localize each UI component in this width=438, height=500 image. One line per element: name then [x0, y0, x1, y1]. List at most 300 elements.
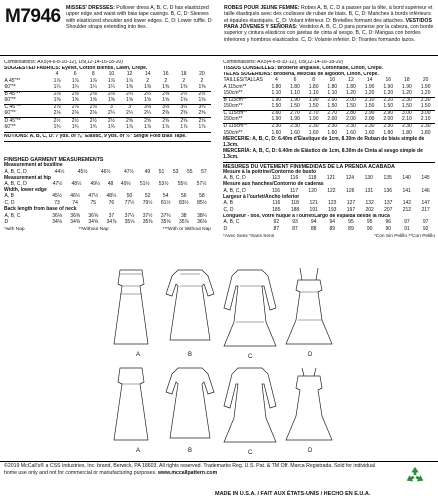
legend-item: *Avec Sens *Sans Sens: [223, 233, 275, 239]
table-cell: 37¾: [160, 212, 171, 219]
table-cell: 1¾: [89, 123, 97, 130]
table-cell: 1.50: [364, 103, 375, 110]
table-cell: 1⅝: [144, 97, 152, 104]
table-cell: 44½: [54, 168, 65, 175]
table-cell: 1¾: [107, 123, 115, 130]
table-cell: 57½: [196, 180, 207, 187]
width-table-metric: [223, 201, 435, 214]
table-cell: 83½: [178, 200, 189, 207]
row-label: 60"**: [4, 123, 16, 130]
table-cell: 2.30: [360, 124, 379, 131]
table-cell: 123: [328, 200, 337, 207]
table-cell: 2: [182, 77, 186, 84]
row-label: D 115cm**: [223, 124, 267, 131]
width-title-fr: Largeur à l'ourlet/Ancho inferior: [223, 193, 300, 200]
table-cell: 3: [102, 105, 120, 112]
legend-item: *with Nap: [4, 227, 25, 233]
table-cell: 197: [346, 206, 356, 213]
table-cell: 2.00: [342, 97, 361, 104]
table-cell: 122: [327, 187, 336, 194]
table-cell: 46½: [70, 193, 81, 200]
table-cell: 2⅛: [71, 110, 79, 117]
table-cell: 81½: [160, 200, 171, 207]
table-cell: 1⅝: [126, 97, 133, 104]
table-cell: 51½: [139, 180, 150, 187]
table-cell: 2.20: [379, 97, 398, 104]
table-cell: 126: [346, 187, 355, 194]
table-cell: 46½: [100, 168, 111, 175]
table-cell: 1.10: [290, 89, 300, 96]
sketch-a-back: [114, 368, 148, 440]
table-cell: 1⅞: [180, 123, 188, 130]
table-cell: 53: [172, 168, 179, 175]
row-label: TAILLES/TALLAS: [223, 77, 263, 84]
row-label: 60"**: [4, 97, 16, 104]
table-cell: 1.80: [308, 83, 319, 90]
table-cell: 1⅝: [71, 97, 79, 104]
sketch-c-front: [224, 270, 276, 346]
table-cell: 92: [273, 219, 280, 226]
left-column: [4, 60, 211, 233]
row-label: A, B, C, D: [223, 175, 246, 182]
sketch-label-d: D: [308, 448, 313, 454]
table-cell: 1⅝: [53, 97, 61, 104]
copyright-text: ©2019 McCall's® a CSS Industries, Inc. brand, Berwick, PA 18603. All rights reserved. Trademarks Reg. U.S. Pat. & TM Off. Marca Registrada. Sold for individual home use only and not for commercial or manufacturing purposes.: [4, 463, 376, 476]
row-label: 60"**: [4, 84, 16, 91]
table-cell: 2.30: [379, 124, 398, 131]
sketch-label-c: C: [248, 450, 253, 456]
table-cell: 2⅜: [198, 110, 206, 117]
sketch-d-front: [286, 268, 332, 344]
table-cell: 48: [107, 180, 114, 187]
table-cell: 2.30: [342, 124, 361, 131]
table-cell: 77½: [124, 200, 135, 207]
sketch-b-back: [166, 368, 214, 438]
table-cell: 3: [120, 105, 138, 112]
table-cell: 1⅜: [144, 84, 152, 91]
table-cell: 1.10: [271, 89, 282, 96]
row-label: 150cm**: [223, 103, 243, 110]
table-cell: 117: [290, 187, 299, 194]
table-cell: 12: [348, 77, 354, 84]
table-cell: 34⅝: [88, 219, 99, 226]
sketch-label-b: B: [188, 448, 193, 454]
table-cell: 1.60: [308, 129, 319, 136]
intro-text-es: Vestidos A, B, C, D para ponerse por la cabeza, con borde superior y cintura elásticos con jaretas de cinta al sesgo. B, C, D: Mangas con bordes inferiores y hombros elasticados. C, D: Volante inferior. D: Tirantes formando lazos.: [224, 24, 434, 43]
row-label: 60"**: [4, 110, 16, 117]
row-label: A, B: [4, 193, 14, 200]
table-cell: 1⅝: [107, 97, 115, 104]
bust-title: Measurement at bustline: [4, 162, 63, 169]
table-cell: 45½: [52, 193, 62, 200]
table-cell: 147: [421, 200, 430, 207]
table-cell: 2.60: [267, 111, 286, 118]
mesures-title: MESURES DU VÊTEMENT FINI/MEDIDAS DE LA PRENDA ACABADA: [223, 163, 395, 170]
table-cell: 35⅜: [142, 219, 153, 226]
table-cell: 2⅛: [89, 110, 97, 117]
table-cell: 91: [404, 225, 410, 232]
table-cell: 191: [309, 206, 318, 213]
table-cell: 55: [186, 168, 193, 175]
table-cell: 12: [126, 71, 133, 78]
row-label: A, B, C: [223, 219, 240, 226]
table-cell: 3¼: [193, 105, 211, 112]
table-cell: 2½: [66, 118, 84, 125]
table-cell: 2⅜: [157, 92, 175, 99]
sketch-b-front: [166, 270, 214, 340]
table-cell: 121: [309, 200, 318, 207]
table-cell: 2½: [48, 118, 66, 125]
recycle-icon: [404, 465, 426, 487]
table-cell: 1¾: [71, 123, 79, 130]
table-cell: 2⅛: [84, 92, 102, 99]
back-length-row: [4, 220, 211, 227]
table-cell: 95: [348, 219, 354, 226]
table-cell: 212: [402, 206, 412, 213]
table-cell: 1.50: [346, 103, 356, 110]
table-cell: 1.50: [402, 103, 412, 110]
table-cell: 1.80: [402, 129, 412, 136]
bust-title-fr: Mesure à la poitrine/Contorno de busto: [223, 168, 317, 175]
table-cell: 1.90: [364, 83, 375, 90]
table-cell: 2½: [102, 118, 120, 125]
table-cell: 48½: [71, 180, 82, 187]
table-cell: 37½: [142, 212, 153, 219]
table-cell: 1.60: [364, 129, 375, 136]
intro-text-fr: Robes A, B, C, D à passer par la tête, à bord supérieur et taille élastiqués avec des coulisses de ruban de biais. B, C, D: Manches à bords inférieurs et épaules élastiqués. C, D: Volant inférieur. D: Bretelles formant des attaches.: [224, 5, 433, 24]
table-cell: 20: [422, 77, 429, 84]
nap-legend-fr: [223, 234, 435, 240]
yardage-table: [4, 72, 211, 131]
table-cell: 193: [328, 206, 337, 213]
table-cell: 8: [91, 71, 95, 78]
table-cell: 2.10: [402, 116, 412, 123]
intro-title-es: VESTIDOS PARA JÓVENES Y SEÑORAS:: [224, 17, 432, 31]
row-label: C 115cm**: [223, 111, 267, 118]
table-cell: 120: [308, 187, 317, 194]
table-cell: 2: [146, 77, 149, 84]
table-cell: 18: [181, 71, 187, 78]
table-cell: 1⅜: [198, 84, 206, 91]
table-cell: 3⅛: [157, 105, 175, 112]
table-cell: 1¼: [53, 84, 61, 91]
width-metric-row: [223, 207, 435, 214]
width-title: Width, lower edge: [4, 187, 47, 194]
row-label: C 45"**: [4, 105, 48, 112]
table-cell: 1⅝: [89, 97, 97, 104]
table-cell: 2½: [175, 92, 193, 99]
table-cell: 74: [72, 200, 78, 207]
table-cell: 56: [181, 193, 187, 200]
table-cell: 1¼: [107, 84, 115, 91]
table-cell: 2⅝: [120, 118, 138, 125]
table-cell: 2.90: [360, 111, 379, 118]
table-cell: 1.80: [346, 83, 356, 90]
table-cell: 1¼: [71, 84, 79, 91]
back-length-table: [4, 213, 211, 226]
table-cell: 93: [292, 219, 298, 226]
table-cell: 2.00: [323, 97, 342, 104]
table-cell: 1.50: [420, 103, 431, 110]
table-cell: 87: [292, 225, 298, 232]
table-cell: 36⅛: [52, 212, 62, 219]
table-cell: 2⅝: [193, 118, 211, 125]
table-cell: 57: [201, 168, 207, 175]
table-cell: 92: [422, 225, 429, 232]
divider: [4, 141, 211, 142]
table-cell: 76: [108, 200, 115, 207]
row-label: A, B, C: [4, 212, 21, 219]
table-cell: 1.80: [290, 83, 300, 90]
table-cell: 121: [326, 175, 336, 182]
table-cell: 1.90: [383, 83, 394, 90]
intro-text: Pullover dress A, B, C, D has elasticized upper edge and waist with bias tape casings. B, C, D: Sleeves with elasticized shoulder and lower edges. C, D: Lower ruffle. D: Shoulder straps extending into ties.: [66, 5, 213, 31]
row-label: 150cm**: [223, 116, 243, 123]
table-cell: 2: [164, 77, 168, 84]
table-cell: 2.30: [398, 97, 417, 104]
table-cell: 2½: [84, 118, 102, 125]
table-cell: 118: [308, 175, 317, 182]
table-cell: 1.20: [420, 89, 431, 96]
table-cell: 35⅛: [124, 219, 135, 226]
table-cell: 16: [385, 77, 392, 84]
table-cell: 136: [383, 187, 393, 194]
table-cell: 2.00: [383, 116, 394, 123]
table-cell: 85½: [197, 200, 207, 207]
table-cell: 1⅞: [198, 123, 206, 130]
table-cell: 116: [290, 175, 299, 182]
table-cell: 6: [293, 77, 297, 84]
back-length-metric-row: [223, 226, 435, 233]
metric-yardage-table: [223, 78, 435, 137]
table-cell: 116: [272, 187, 281, 194]
divider: [0, 461, 438, 462]
table-cell: 14: [144, 71, 151, 78]
intro-title-fr: ROBES POUR JEUNE FEMME:: [224, 5, 300, 11]
table-cell: 113: [272, 175, 281, 182]
table-cell: 89: [329, 225, 336, 232]
combinations: Combinations: AX5(4-6-8-10-12), D5(12-14-16-18-20): [4, 60, 123, 65]
table-cell: 1.80: [383, 129, 394, 136]
table-cell: 1.90: [308, 116, 319, 123]
back-length-title: Back length from base of neck: [4, 206, 77, 213]
table-cell: 131: [364, 187, 374, 194]
divider: [223, 162, 435, 163]
row-label: C, D: [4, 200, 15, 207]
table-cell: 2⅝: [139, 118, 157, 125]
table-cell: 2¼: [144, 110, 152, 117]
table-cell: 1.20: [364, 89, 375, 96]
table-cell: 124: [345, 175, 355, 182]
table-cell: 2⅝: [175, 118, 193, 125]
finished-measurements-title: FINISHED GARMENT MEASUREMENTS: [4, 157, 104, 164]
table-cell: 48½: [106, 193, 117, 200]
table-cell: 49½: [120, 180, 131, 187]
table-cell: 1.90: [271, 116, 282, 123]
table-cell: 1¼: [89, 84, 97, 91]
nap-legend: [4, 227, 211, 233]
sketch-c-back: [224, 368, 276, 442]
sketch-d-back: [286, 368, 332, 440]
table-cell: 79½: [142, 200, 153, 207]
row-label: C, D: [223, 206, 234, 213]
table-cell: 185: [272, 206, 281, 213]
row-label: D: [223, 225, 228, 232]
intro-english: [66, 5, 216, 30]
table-cell: 1⅞: [53, 77, 61, 84]
table-cell: 3.00: [398, 111, 417, 118]
table-cell: 1⅜: [126, 84, 133, 91]
table-cell: 38¼: [197, 212, 207, 219]
table-cell: 217: [421, 206, 430, 213]
table-cell: 1.90: [290, 116, 300, 123]
table-cell: 141: [402, 187, 411, 194]
table-cell: 2⅛: [66, 92, 84, 99]
legend-item: ***With or Without Nap: [162, 227, 211, 233]
sketch-label-a: A: [136, 448, 141, 454]
table-cell: 1.90: [286, 97, 305, 104]
table-cell: 52: [144, 193, 151, 200]
table-cell: 1⅝: [180, 97, 188, 104]
table-cell: 1.50: [327, 103, 338, 110]
table-cell: 1.60: [346, 129, 356, 136]
table-cell: 38: [181, 212, 187, 219]
row-label: A, B, C, D: [223, 187, 246, 194]
table-cell: 36⅝: [88, 212, 99, 219]
table-cell: 2¼: [139, 92, 157, 99]
table-cell: 207: [384, 206, 393, 213]
tissus: TISSUS CONSEILLÉS: Broderie anglaise, Cotonnade, Linon, Crêpe.: [223, 65, 384, 71]
table-cell: 1⅜: [180, 84, 188, 91]
table-cell: 116: [272, 200, 281, 207]
table-cell: 2.00: [327, 116, 338, 123]
table-cell: 1⅞: [126, 123, 133, 130]
sketch-label-d: D: [308, 352, 313, 358]
table-cell: 1.50: [290, 103, 300, 110]
yardage-row: [4, 125, 211, 132]
table-cell: 96: [385, 219, 392, 226]
table-cell: 37: [108, 212, 115, 219]
mercerie: MERCERIE: A, B, C, D: 6.40m d'Élastique de 1cm, 8.30m de Ruban de biais simple de 1.3cm.: [223, 136, 425, 148]
combinaisons: Combinaisons: AX5(4-6-8-10-12), D5(12-14-16-18-20): [223, 60, 344, 65]
table-cell: 145: [421, 175, 430, 182]
legend-item: **Without Nap: [78, 227, 109, 233]
row-label: D: [4, 219, 9, 226]
table-cell: 55½: [177, 180, 188, 187]
table-cell: 130: [364, 175, 373, 182]
table-cell: 2⅛: [102, 92, 120, 99]
table-cell: 47½: [123, 168, 134, 175]
table-cell: 36⅜: [70, 212, 81, 219]
table-cell: 2⅛: [53, 110, 61, 117]
table-cell: 3.00: [416, 111, 435, 118]
table-cell: 1⅞: [89, 77, 97, 84]
table-cell: 97: [422, 219, 429, 226]
table-cell: 1⅞: [162, 123, 170, 130]
right-column: [223, 60, 435, 240]
table-cell: 1.90: [402, 83, 412, 90]
telas: TELAS SUGERIDAS: Brodería, Mezclas de algodón, Linón, Crepé.: [223, 71, 379, 77]
table-cell: 142: [402, 200, 412, 207]
table-cell: 87: [273, 225, 280, 232]
table-cell: 2.30: [416, 124, 435, 131]
table-cell: 37¼: [124, 212, 135, 219]
table-cell: 3¼: [175, 105, 193, 112]
table-cell: 51: [158, 168, 165, 175]
table-cell: 1.60: [327, 129, 338, 136]
table-cell: 50: [126, 193, 133, 200]
row-label: A, B: [223, 200, 233, 207]
table-cell: 2.90: [379, 111, 398, 118]
table-cell: 202: [365, 206, 374, 213]
table-cell: 75: [90, 200, 97, 207]
divider: [4, 132, 211, 133]
notions: NOTIONS: A, B, C, D: 7 yds. of ⅜" Elastic, 9 yds. of ½" Single Fold Bias Tape.: [4, 134, 187, 140]
merceria: MERCERÍA: A, B, C, D: 6.40m de Elástico de 1cm, 8.30m de Cinta al sesgo simple de 1.3cm.: [223, 147, 423, 160]
table-cell: 1⅞: [71, 77, 79, 84]
table-cell: 2¼: [107, 110, 115, 117]
table-cell: 1⅜: [162, 84, 170, 91]
hip-title-fr: Mesure aux hanches/Contorno de caderas: [223, 181, 324, 188]
table-cell: 58: [199, 193, 205, 200]
table-cell: 2.30: [304, 124, 323, 131]
table-cell: 34⅞: [106, 219, 117, 226]
table-cell: 35⅞: [178, 219, 189, 226]
table-cell: 2⅛: [48, 92, 66, 99]
table-cell: 2.30: [416, 97, 435, 104]
table-cell: 10: [108, 71, 115, 78]
copyright: [4, 463, 389, 476]
table-cell: 1⅝: [198, 97, 206, 104]
row-label: A, B, C, D: [4, 180, 27, 187]
table-cell: 2¼: [126, 110, 133, 117]
table-cell: 1.50: [271, 103, 282, 110]
table-cell: 2½: [193, 92, 211, 99]
table-cell: 146: [421, 187, 430, 194]
table-cell: 1⅝: [162, 97, 170, 104]
table-cell: 16: [162, 71, 169, 78]
sketch-label-b: B: [188, 352, 193, 358]
table-cell: 34⅛: [52, 219, 62, 226]
table-cell: 1.50: [308, 103, 319, 110]
table-cell: 4: [55, 71, 59, 78]
table-cell: 90: [366, 225, 373, 232]
table-cell: 10: [329, 77, 336, 84]
table-cell: 1.90: [304, 97, 323, 104]
table-cell: 140: [402, 175, 411, 182]
suggested-fabrics: SUGGESTED FABRICS: Eyelet, Cotton Blends, Lawn, Crepe.: [4, 65, 148, 71]
table-cell: 1.80: [420, 129, 431, 136]
table-cell: 53½: [158, 180, 169, 187]
table-cell: 8: [312, 77, 316, 84]
table-cell: 1¾: [53, 123, 61, 130]
hip-title: Measurement at hip: [4, 174, 51, 181]
row-label: 150cm**: [223, 89, 243, 96]
sketch-label-c: C: [248, 354, 253, 360]
table-cell: 35⅝: [160, 219, 171, 226]
table-cell: 2⅜: [162, 110, 170, 117]
table-cell: 2.30: [398, 124, 417, 131]
table-cell: 36⅛: [197, 219, 207, 226]
website-link[interactable]: www.mccallpattern.com: [158, 469, 218, 476]
table-cell: 73: [54, 200, 60, 207]
row-label: A, B, C, D: [4, 168, 27, 175]
table-cell: 1.60: [290, 129, 300, 136]
table-cell: 47½: [88, 193, 99, 200]
table-cell: 135: [383, 175, 392, 182]
table-cell: 132: [365, 200, 374, 207]
table-cell: 1.20: [346, 89, 356, 96]
